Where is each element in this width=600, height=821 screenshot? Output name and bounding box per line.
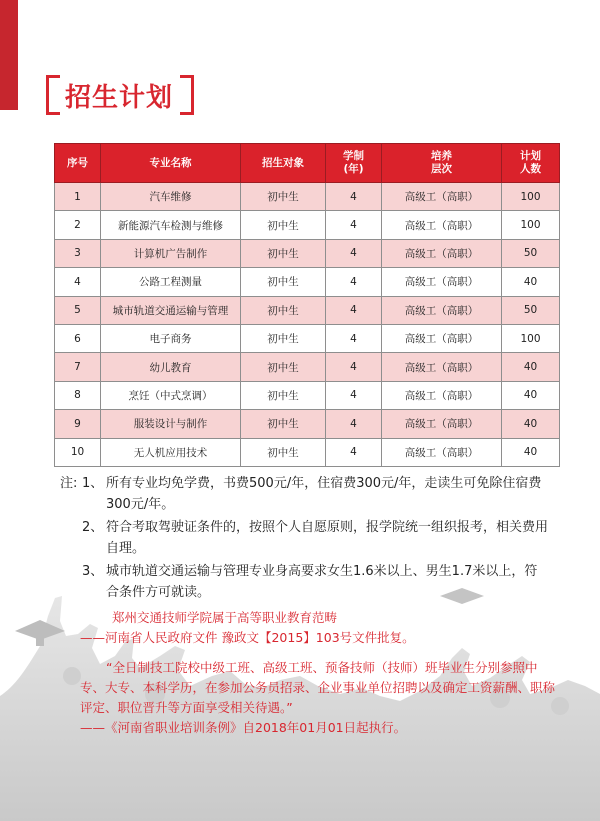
cell-no: 10 (55, 438, 101, 466)
header-years: 学制 (年) (326, 144, 382, 183)
title-bracket-right (180, 75, 194, 115)
cell-count: 100 (502, 183, 560, 211)
table-row (55, 296, 560, 324)
cell-major: 无人机应用技术 (101, 438, 241, 466)
cell-count: 100 (502, 324, 560, 352)
note-text: 所有专业均免学费，书费500元/年，住宿费300元/年，走读生可免除住宿费300元/年。 (106, 476, 542, 512)
cell-target: 初中生 (241, 239, 326, 267)
cell-level: 高级工（高职） (382, 381, 502, 409)
cell-no: 4 (55, 268, 101, 296)
cell-major: 幼儿教育 (101, 353, 241, 381)
cell-major: 电子商务 (101, 324, 241, 352)
note-item (60, 517, 550, 559)
cell-level: 高级工（高职） (382, 410, 502, 438)
header-level: 培养 层次 (382, 144, 502, 183)
cell-count: 40 (502, 381, 560, 409)
cell-level: 高级工（高职） (382, 296, 502, 324)
cell-years: 4 (326, 324, 382, 352)
cell-no: 6 (55, 324, 101, 352)
cell-major: 城市轨道交通运输与管理 (101, 296, 241, 324)
cell-count: 50 (502, 239, 560, 267)
cell-target: 初中生 (241, 324, 326, 352)
cell-count: 50 (502, 296, 560, 324)
cell-target: 初中生 (241, 268, 326, 296)
cell-target: 初中生 (241, 296, 326, 324)
cell-years: 4 (326, 239, 382, 267)
cell-level: 高级工（高职） (382, 438, 502, 466)
cell-major: 汽车维修 (101, 183, 241, 211)
cell-target: 初中生 (241, 353, 326, 381)
cell-level: 高级工（高职） (382, 353, 502, 381)
cell-major: 烹饪（中式烹调） (101, 381, 241, 409)
cell-years: 4 (326, 353, 382, 381)
cell-no: 8 (55, 381, 101, 409)
cell-target: 初中生 (241, 183, 326, 211)
cell-count: 100 (502, 211, 560, 239)
header-target: 招生对象 (241, 144, 326, 183)
header-no: 序号 (55, 144, 101, 183)
note-number: 2、 (82, 520, 104, 535)
enrollment-plan-table (54, 143, 560, 467)
cell-years: 4 (326, 183, 382, 211)
cell-years: 4 (326, 381, 382, 409)
cell-years: 4 (326, 410, 382, 438)
cell-major: 服装设计与制作 (101, 410, 241, 438)
cell-level: 高级工（高职） (382, 239, 502, 267)
table-row (55, 211, 560, 239)
table-header-row (55, 144, 560, 183)
cell-years: 4 (326, 268, 382, 296)
cell-count: 40 (502, 353, 560, 381)
note-number: 3、 (82, 564, 104, 579)
cell-level: 高级工（高职） (382, 211, 502, 239)
quote-line-4: ——《河南省职业培训条例》自2018年01月01日起执行。 (80, 720, 407, 735)
policy-quotes (80, 608, 560, 738)
table-row (55, 438, 560, 466)
quote-line-1: 郑州交通技师学院属于高等职业教育范畴 (112, 610, 338, 625)
cell-years: 4 (326, 438, 382, 466)
table-row (55, 324, 560, 352)
section-title (46, 73, 194, 113)
cell-no: 5 (55, 296, 101, 324)
cell-no: 2 (55, 211, 101, 239)
note-number: 1、 (82, 476, 104, 491)
cell-count: 40 (502, 268, 560, 296)
note-item (60, 473, 550, 515)
cell-level: 高级工（高职） (382, 324, 502, 352)
cell-no: 7 (55, 353, 101, 381)
note-text: 城市轨道交通运输与管理专业身高要求女生1.6米以上、男生1.7米以上，符合条件方可就读。 (106, 564, 538, 600)
cell-major: 公路工程测量 (101, 268, 241, 296)
cell-no: 3 (55, 239, 101, 267)
cell-years: 4 (326, 296, 382, 324)
quote-line-2: ——河南省人民政府文件 豫政文【2015】103号文件批复。 (80, 630, 415, 645)
table-row (55, 353, 560, 381)
cell-target: 初中生 (241, 410, 326, 438)
table-row (55, 268, 560, 296)
cell-no: 9 (55, 410, 101, 438)
cell-target: 初中生 (241, 438, 326, 466)
note-prefix: 注: (60, 476, 78, 491)
table-row (55, 381, 560, 409)
cell-level: 高级工（高职） (382, 183, 502, 211)
cell-major: 新能源汽车检测与维修 (101, 211, 241, 239)
cell-target: 初中生 (241, 211, 326, 239)
table-row (55, 410, 560, 438)
side-accent-bar (0, 0, 18, 110)
cell-years: 4 (326, 211, 382, 239)
page-title: 招生计划 (65, 83, 174, 113)
cell-level: 高级工（高职） (382, 268, 502, 296)
table-row (55, 183, 560, 211)
header-count: 计划 人数 (502, 144, 560, 183)
cell-target: 初中生 (241, 381, 326, 409)
cell-count: 40 (502, 410, 560, 438)
cell-count: 40 (502, 438, 560, 466)
cell-no: 1 (55, 183, 101, 211)
header-major: 专业名称 (101, 144, 241, 183)
quote-line-3: “全日制技工院校中级工班、高级工班、预备技师（技师）班毕业生分别参照中专、大专、本科学历，在参加公务员招录、企业事业单位招聘以及确定工资薪酬、职称评定、职位晋升等方面享受相关待遇。” (80, 660, 556, 715)
table-row (55, 239, 560, 267)
title-bracket-left (46, 75, 60, 115)
cell-major: 计算机广告制作 (101, 239, 241, 267)
note-text: 符合考取驾驶证条件的，按照个人自愿原则，报学院统一组织报考，相关费用自理。 (106, 520, 549, 556)
